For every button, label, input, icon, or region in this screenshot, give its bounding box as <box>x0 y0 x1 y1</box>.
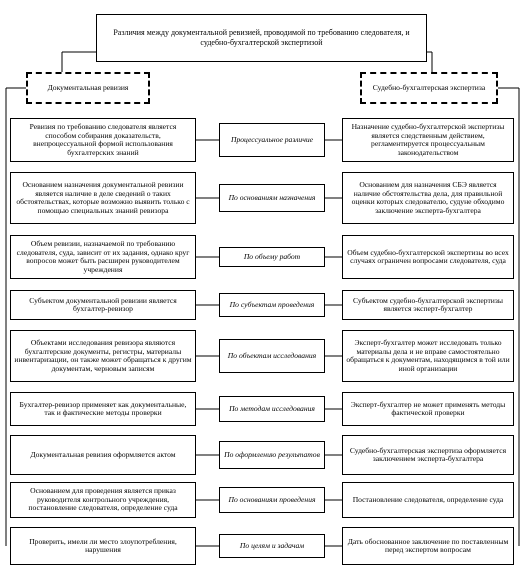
row-9-left-cell: Проверить, имели ли место злоупотребления, нарушения <box>10 527 196 565</box>
row-2-right-cell: Основанием для назначения СБЭ является наличие обстоятельства дела, для правильной оценки которых следователю, судуне обходимо заключение эксперта-бухгалтера <box>342 172 514 224</box>
row-3-criterion: По объему работ <box>219 247 325 267</box>
row-8-criterion: По основаниям проведения <box>219 487 325 513</box>
diagram-title: Различия между документальной ревизией, проводимой по требованию следователя, и судебно-бухгалтерской экспертизой <box>96 14 427 62</box>
row-4-right-cell: Субъектом судебно-бухгалтерской экспертизы является эксперт-бухгалтер <box>342 290 514 320</box>
row-4-criterion: По субъектам проведения <box>219 293 325 317</box>
row-8-right-cell: Постановление следователя, определение суда <box>342 482 514 518</box>
row-5-left-cell: Объектами исследования ревизора являются бухгалтерские документы, регистры, материалы инвентаризации, он также может обращаться к другим документам, черновым записям <box>10 330 196 382</box>
right-header: Судебно-бухгалтерская экспертиза <box>360 72 498 104</box>
row-7-criterion: По оформлению результатов <box>219 441 325 469</box>
row-1-right-cell: Назначение судебно-бухгалтерской экспертизы является следственным действием, регламентируется процессуальным законодательством <box>342 118 514 162</box>
row-1-criterion: Процессуальное различие <box>219 123 325 157</box>
row-6-right-cell: Эксперт-бухгалтер не может применять методы фактической проверки <box>342 392 514 426</box>
row-5-right-cell: Эксперт-бухгалтер может исследовать только материалы дела и не вправе самостоятельно обращаться к документам, находящимся в той или иной организации <box>342 330 514 382</box>
row-5-criterion: По объектам исследования <box>219 339 325 373</box>
row-8-left-cell: Основанием для проведения является приказ руководителя контрольного учреждения, постановление следователя, определение суда <box>10 482 196 518</box>
row-1-left-cell: Ревизия по требованию следователя является способом собирания доказательств, внепроцессуальной формой использования бухгалтерских знаний <box>10 118 196 162</box>
row-9-criterion: По целям и задачам <box>219 534 325 558</box>
row-2-left-cell: Основанием назначения документальной ревизии является наличие в деле сведений о таких обстоятельствах, которые возможно выявить только с помощью специальных знаний ревизора <box>10 172 196 224</box>
row-7-left-cell: Документальная ревизия оформляется актом <box>10 435 196 475</box>
row-9-right-cell: Дать обоснованное заключение по поставленным перед экспертом вопросам <box>342 527 514 565</box>
row-3-left-cell: Объем ревизии, назначаемой по требованию следователя, суда, зависит от их задания, однако круг вопросов может быть расширен руководителем учреждения <box>10 235 196 279</box>
row-6-left-cell: Бухгалтер-ревизор применяет как документальные, так и фактические методы проверки <box>10 392 196 426</box>
row-7-right-cell: Судебно-бухгалтерская экспертиза оформляется заключением эксперта-бухгалтера <box>342 435 514 475</box>
left-header: Документальная ревизия <box>26 72 150 104</box>
row-2-criterion: По основаниям назначения <box>219 184 325 212</box>
row-6-criterion: По методам исследования <box>219 396 325 422</box>
row-4-left-cell: Субъектом документальной ревизии является бухгалтер-ревизор <box>10 290 196 320</box>
row-3-right-cell: Объем судебно-бухгалтерской экспертизы во всех случаях ограничен вопросами следователя, суда <box>342 235 514 279</box>
